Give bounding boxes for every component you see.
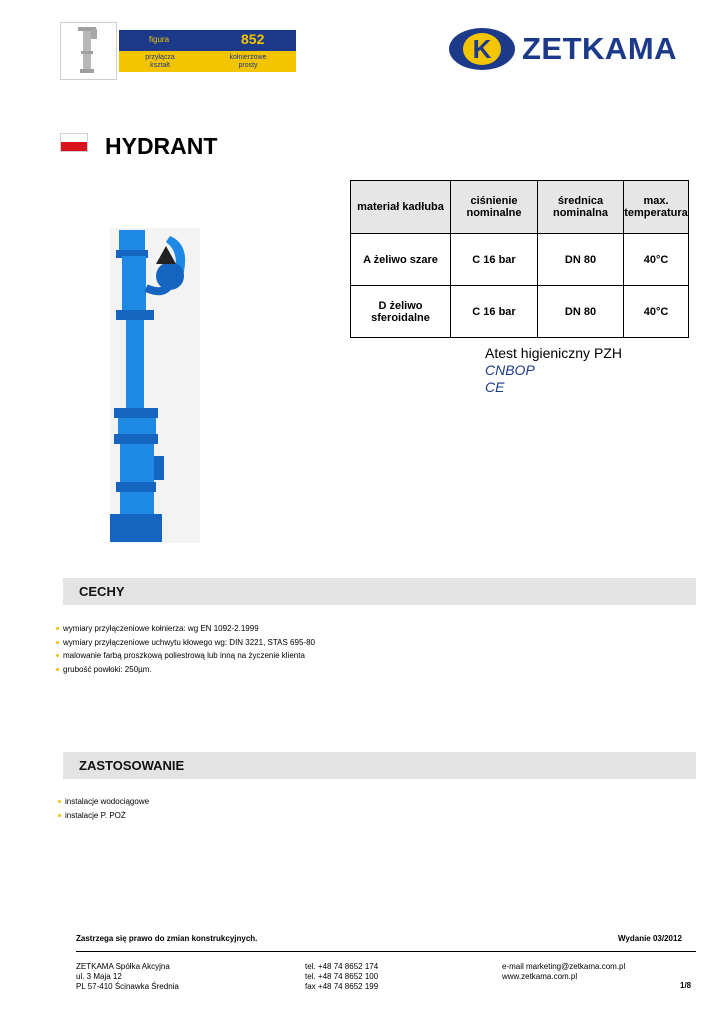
list-item: wymiary przyłączeniowe uchwytu kłowego wg: DIN 3221, STAS 695-80 [56, 636, 315, 650]
hydrant-product-image [110, 228, 200, 543]
header-pressure: ciśnienie nominalne [451, 181, 538, 234]
section-application-title: ZASTOSOWANIE [79, 758, 185, 773]
figure-header [119, 30, 296, 72]
cell-material: A żeliwo szare [351, 234, 451, 286]
list-item: instalacje P. POŻ [58, 809, 149, 823]
poland-flag-icon [60, 133, 88, 152]
certification-pzh: Atest higieniczny PZH [485, 345, 622, 361]
cell-temperature: 40°C [624, 234, 689, 286]
certifications [485, 345, 622, 396]
table-row [351, 286, 689, 338]
cell-diameter: DN 80 [538, 234, 624, 286]
page-title: HYDRANT [105, 133, 218, 159]
footer-divider [76, 951, 696, 952]
phone-1: tel. +48 74 8652 174 [305, 962, 379, 971]
cell-material: D żeliwo sferoidalne [351, 286, 451, 338]
email-link[interactable]: e-mail marketing@zetkama.com.pl [502, 962, 626, 971]
page-number: 1/8 [680, 981, 692, 990]
cell-temperature: 40°C [624, 286, 689, 338]
cell-pressure: C 16 bar [451, 286, 538, 338]
fax: fax +48 74 8652 199 [305, 982, 379, 991]
list-item: malowanie farbą proszkową poliestrową lub inną na życzenie klienta [56, 649, 315, 663]
cell-pressure: C 16 bar [451, 234, 538, 286]
figure-number: 852 [241, 31, 265, 47]
footer-note: Zastrzega się prawo do zmian konstrukcyjnych. [76, 934, 258, 943]
application-list [58, 795, 149, 822]
section-features-title: CECHY [79, 584, 125, 599]
footer-phones [305, 962, 378, 992]
connection-label: przyłącza kształt [145, 54, 175, 69]
list-item: instalacje wodociągowe [58, 795, 149, 809]
footer-company [76, 962, 179, 992]
certification-ce: CE [485, 379, 505, 395]
hydrant-thumbnail [60, 22, 117, 80]
website-link[interactable]: www.zetkama.com.pl [502, 972, 578, 981]
header-temperature: max. temperatura [624, 181, 689, 234]
section-application-header [63, 752, 696, 779]
company-street: ul. 3 Maja 12 [76, 972, 122, 981]
cell-diameter: DN 80 [538, 286, 624, 338]
company-city: PL 57-410 Ścinawka Średnia [76, 982, 179, 991]
spec-table-header [351, 181, 689, 234]
brand-name: ZETKAMA [522, 31, 678, 66]
features-list [56, 622, 315, 676]
header-diameter: średnica nominalna [538, 181, 624, 234]
figure-header-top [119, 30, 296, 51]
logo-letter: K [472, 34, 492, 64]
spec-table [350, 180, 689, 338]
footer-web [502, 962, 625, 982]
header-material: materiał kadłuba [351, 181, 451, 234]
certification-cnbop: CNBOP [485, 362, 535, 378]
section-features-header [63, 578, 696, 605]
figure-header-bottom [119, 51, 296, 72]
company-name: ZETKAMA Spółka Akcyjna [76, 962, 170, 971]
list-item: grubość powłoki: 250µm. [56, 663, 315, 677]
zetkama-logo [448, 26, 708, 72]
connection-value: kołnierzowe prosty [229, 54, 267, 69]
list-item: wymiary przyłączeniowe kołnierza: wg EN 1092-2.1999 [56, 622, 315, 636]
phone-2: tel. +48 74 8652 100 [305, 972, 379, 981]
figure-label: figura [149, 35, 170, 44]
footer-edition: Wydanie 03/2012 [618, 934, 682, 943]
table-row [351, 234, 689, 286]
